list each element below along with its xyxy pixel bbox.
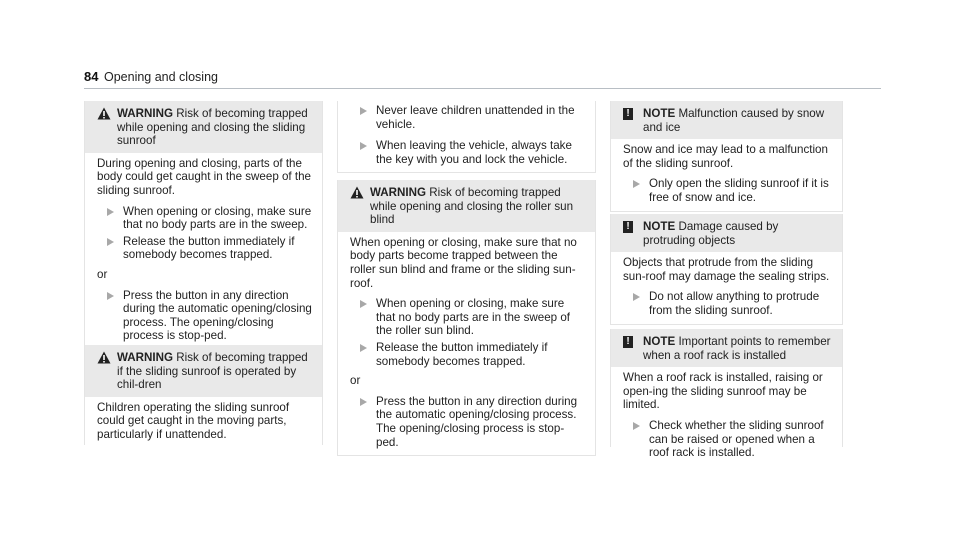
warning-intro: When opening or closing, make sure that no body parts become trapped between the roller sun blind and frame or the sliding sun-roof. bbox=[350, 235, 577, 290]
step-arrow-icon bbox=[107, 238, 114, 246]
step-item: Check whether the sliding sunroof can be raised or opened when a roof rack is installed. bbox=[623, 419, 832, 460]
continuation-box bbox=[337, 101, 596, 173]
warning-keyword: WARNING bbox=[370, 186, 427, 199]
note-box-protruding-objects bbox=[610, 214, 843, 325]
header-divider bbox=[84, 88, 881, 89]
warning-box-roller-blind bbox=[337, 180, 596, 456]
warning-header bbox=[85, 101, 322, 153]
warning-intro: During opening and closing, parts of the body could get caught in the sweep of the sliding sunroof. bbox=[97, 156, 311, 197]
step-arrow-icon bbox=[633, 180, 640, 188]
step-arrow-icon bbox=[633, 422, 640, 430]
warning-keyword: WARNING bbox=[117, 351, 174, 364]
note-exclamation-icon: ! bbox=[623, 221, 633, 233]
or-label: or bbox=[350, 374, 361, 388]
step-item: Never leave children unattended in the vehicle. bbox=[350, 104, 585, 131]
step-item: Release the button immediately if somebody becomes trapped. bbox=[350, 341, 585, 368]
note-intro: When a roof rack is installed, raising or open-ing the sliding sunroof may be limited. bbox=[623, 371, 823, 412]
warning-triangle-icon bbox=[350, 186, 364, 199]
note-title: Damage caused by protruding objects bbox=[643, 220, 779, 247]
warning-title: Risk of becoming trapped while opening and closing the roller sun blind bbox=[370, 186, 574, 227]
warning-header bbox=[85, 345, 322, 397]
page-number: 84 bbox=[84, 69, 99, 84]
note-title: Important points to remember when a roof rack is installed bbox=[643, 335, 831, 362]
step-item: When opening or closing, make sure that no body parts are in the sweep. bbox=[97, 205, 312, 232]
warning-body: Children operating the sliding sunroof could get caught in the moving parts, particularly if unattended. bbox=[97, 400, 290, 441]
step-item: When leaving the vehicle, always take the key with you and lock the vehicle. bbox=[350, 139, 585, 166]
note-exclamation-icon: ! bbox=[623, 336, 633, 348]
step-arrow-icon bbox=[360, 398, 367, 406]
or-label: or bbox=[97, 267, 108, 281]
note-keyword: NOTE bbox=[643, 220, 676, 233]
step-item: When opening or closing, make sure that no body parts are in the sweep of the roller sun blind. bbox=[350, 297, 585, 338]
step-arrow-icon bbox=[360, 300, 367, 308]
step-arrow-icon bbox=[633, 293, 640, 301]
note-header bbox=[611, 101, 842, 139]
step-arrow-icon bbox=[360, 142, 367, 150]
warning-triangle-icon bbox=[97, 107, 111, 120]
note-box-roof-rack bbox=[610, 329, 843, 460]
note-intro: Snow and ice may lead to a malfunction of the sliding sunroof. bbox=[623, 143, 828, 170]
note-intro: Objects that protrude from the sliding sun-roof may damage the sealing strips. bbox=[623, 256, 830, 283]
note-keyword: NOTE bbox=[643, 107, 676, 120]
step-arrow-icon bbox=[360, 107, 367, 115]
note-box-snow-ice bbox=[610, 101, 843, 212]
note-keyword: NOTE bbox=[643, 335, 676, 348]
warning-header bbox=[338, 180, 595, 232]
step-arrow-icon bbox=[107, 208, 114, 216]
warning-triangle-icon bbox=[97, 351, 111, 364]
step-item: Release the button immediately if somebody becomes trapped. bbox=[97, 235, 312, 262]
note-title: Malfunction caused by snow and ice bbox=[643, 107, 825, 134]
step-item: Do not allow anything to protrude from the sliding sunroof. bbox=[623, 290, 832, 317]
warning-title: Risk of becoming trapped while opening and closing the sliding sunroof bbox=[117, 107, 308, 148]
note-header bbox=[611, 214, 842, 252]
step-arrow-icon bbox=[360, 344, 367, 352]
warning-box-sunroof-trapping bbox=[84, 101, 323, 350]
step-item: Press the button in any direction during the automatic opening/closing process. The opening/closing process is stop-ped. bbox=[350, 395, 585, 449]
warning-keyword: WARNING bbox=[117, 107, 174, 120]
note-exclamation-icon: ! bbox=[623, 108, 633, 120]
section-title: Opening and closing bbox=[104, 70, 218, 84]
warning-box-children bbox=[84, 345, 323, 445]
step-item: Press the button in any direction during the automatic opening/closing process. The opening/closing process is stop-ped. bbox=[97, 289, 312, 343]
warning-title: Risk of becoming trapped if the sliding sunroof is operated by chil-dren bbox=[117, 351, 308, 392]
step-item: Only open the sliding sunroof if it is free of snow and ice. bbox=[623, 177, 832, 204]
step-arrow-icon bbox=[107, 292, 114, 300]
note-header bbox=[611, 329, 842, 367]
